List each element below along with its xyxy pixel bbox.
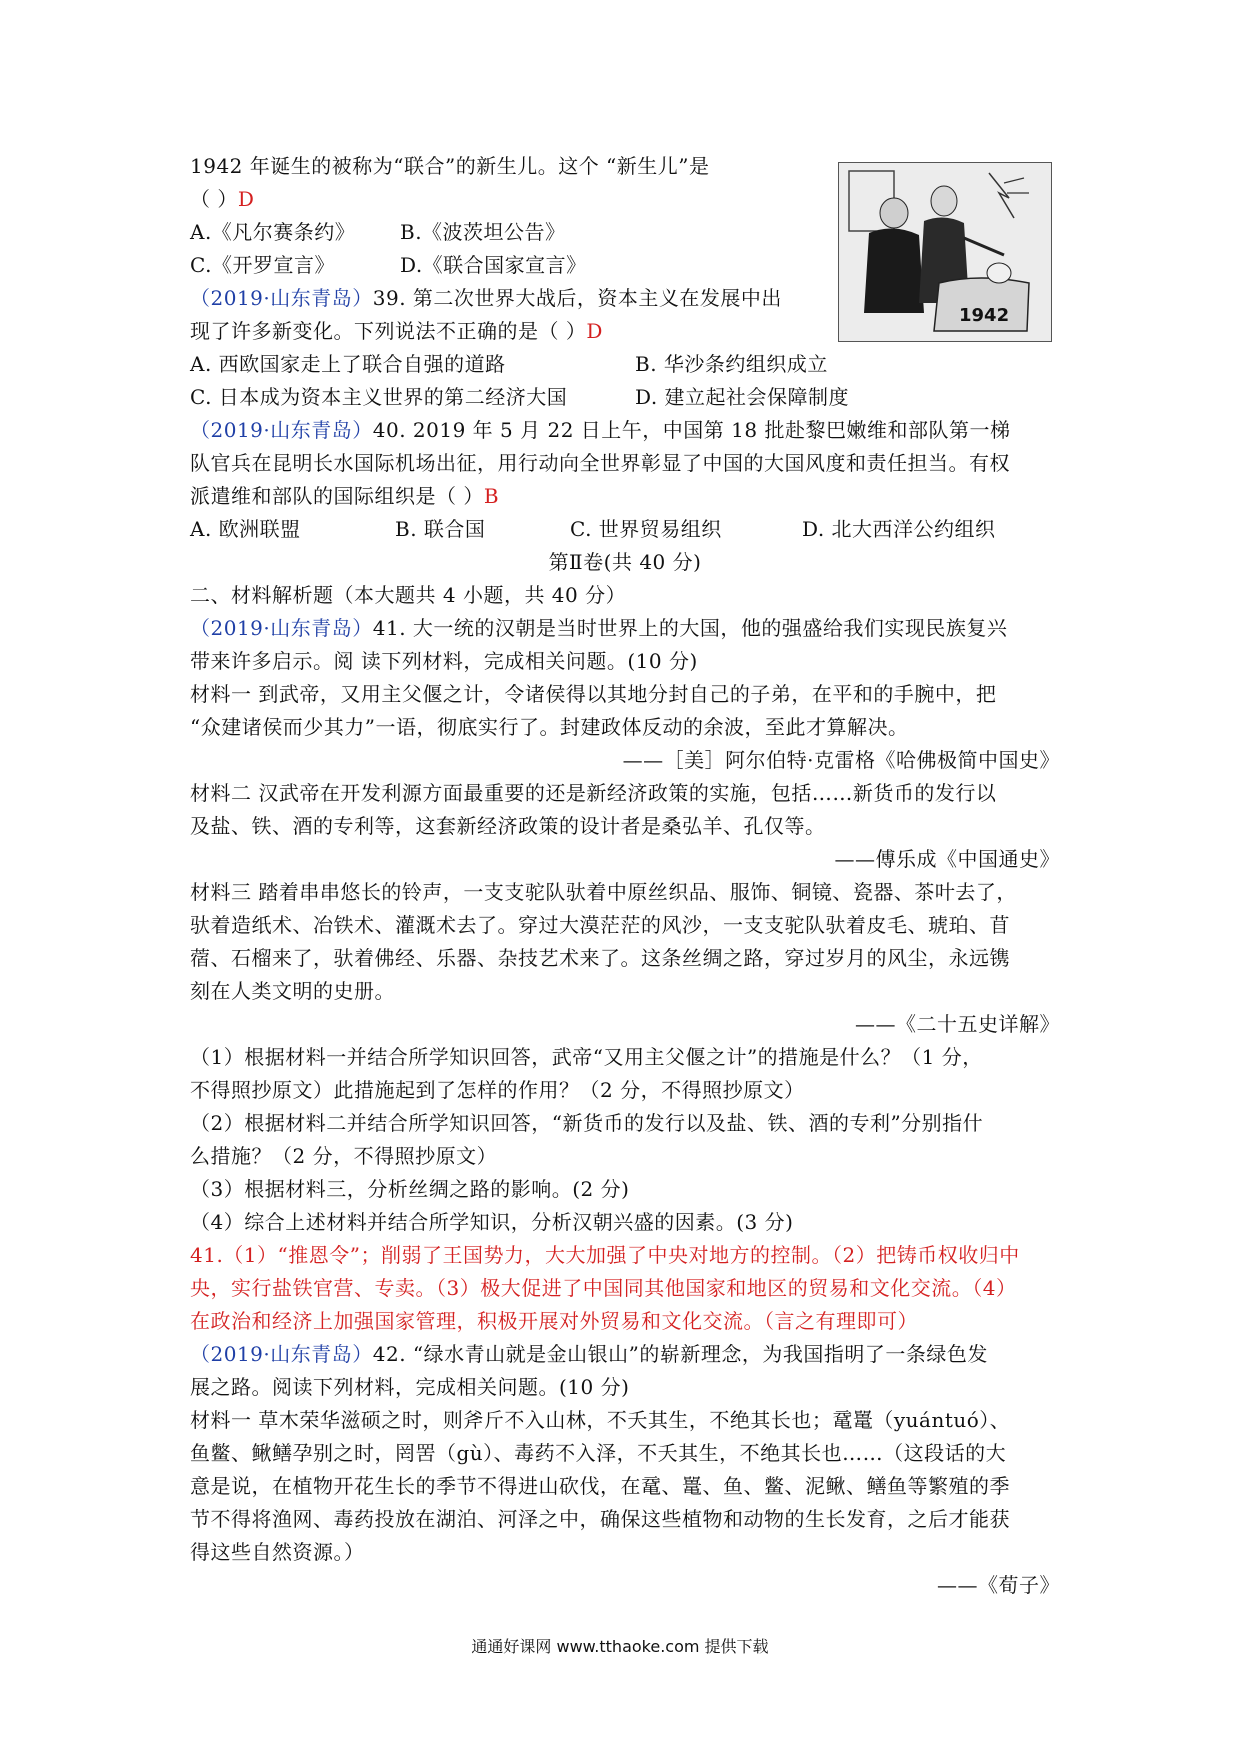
q41-material-2-line-2: 及盐、铁、酒的专利等，这套新经济政策的设计者是桑弘羊、孔仅等。 [190, 814, 826, 838]
cartoon-year-label: 1942 [959, 305, 1010, 326]
q40-option-a: A. 欧洲联盟 [190, 517, 301, 541]
q42-material-1-line-3: 意是说，在植物开花生长的季节不得进山砍伐，在鼋、鼍、鱼、鳖、泥鳅、鳝鱼等繁殖的季 [190, 1474, 1010, 1498]
q39-option-c: C. 日本成为资本主义世界的第二经济大国 [190, 385, 568, 409]
q39-stem-line-2: 现了许多新变化。下列说法不正确的是（ ）D [190, 319, 603, 343]
q42-stem-line-1: （2019·山东青岛）42. “绿水青山就是金山银山”的崭新理念，为我国指明了一条绿色发 [190, 1342, 988, 1366]
q41-stem-line-1: （2019·山东青岛）41. 大一统的汉朝是当时世界上的大国，他的强盛给我们实现民族复兴 [190, 616, 1008, 640]
q41-material-1-line-2: “众建诸侯而少其力”一语，彻底实行了。封建政体反动的余波，至此才算解决。 [190, 715, 909, 739]
q40-stem-line-1: （2019·山东青岛）40. 2019 年 5 月 22 日上午，中国第 18 批赴黎巴嫩维和部队第一梯 [190, 418, 1011, 442]
q41-material-1-line-1: 材料一 到武帝，又用主父偃之计，令诸侯得以其地分封自己的子弟，在平和的手腕中，把 [190, 682, 997, 706]
q41-question-4: （4）综合上述材料并结合所学知识，分析汉朝兴盛的因素。(3 分) [190, 1210, 794, 1234]
q41-material-3-line-2: 驮着造纸术、冶铁术、灌溉术去了。穿过大漠茫茫的风沙，一支支驼队驮着皮毛、琥珀、苜 [190, 913, 1010, 937]
section-heading: 二、材料解析题（本大题共 4 小题，共 40 分） [190, 583, 627, 607]
q41-answer-line-3: 在政治和经济上加强国家管理，积极开展对外贸易和文化交流。（言之有理即可） [190, 1309, 918, 1333]
q41-question-3: （3）根据材料三，分析丝绸之路的影响。(2 分) [190, 1177, 630, 1201]
q38-paren-line: （ ）D [190, 187, 255, 211]
q41-material-3-source: ——《二十五史详解》 [855, 1012, 1060, 1036]
q42-material-1-line-4: 节不得将渔网、毒药投放在湖泊、河泽之中，确保这些植物和动物的生长发育，之后才能获 [190, 1507, 1010, 1531]
q41-material-2-line-1: 材料二 汉武帝在开发利源方面最重要的还是新经济政策的实施，包括……新货币的发行以 [190, 781, 997, 805]
q39-source: （2019·山东青岛） [190, 286, 373, 310]
q41-question-1-line-1: （1）根据材料一并结合所学知识回答，武帝“又用主父偃之计”的措施是什么？（1 分， [190, 1045, 983, 1069]
q42-material-1-source: ——《荀子》 [937, 1573, 1060, 1597]
q41-material-1-source: ——［美］阿尔伯特·克雷格《哈佛极简中国史》 [622, 748, 1060, 772]
section-title: 第Ⅱ卷(共 40 分) [548, 550, 702, 574]
q42-source: （2019·山东青岛） [190, 1342, 373, 1366]
q38-option-b: B.《波茨坦公告》 [400, 220, 566, 244]
q38-stem: 1942 年诞生的被称为“联合”的新生儿。这个 “新生儿”是 [190, 154, 710, 178]
q42-material-1-line-2: 鱼鳖、鳅鳝孕别之时，罔罟（gù）、毒药不入泽，不夭其生，不绝其长也……（这段话的大 [190, 1441, 1007, 1465]
q39-options-row-1 [190, 348, 1060, 381]
q38-option-d: D.《联合国家宣言》 [400, 253, 587, 277]
q40-option-b: B. 联合国 [395, 517, 486, 541]
q42-material-1-line-5: 得这些自然资源。） [190, 1540, 365, 1564]
q40-option-c: C. 世界贸易组织 [570, 517, 722, 541]
q38-option-c: C.《开罗宣言》 [190, 253, 335, 277]
q41-answer-line-2: 央，实行盐铁官营、专卖。（3）极大促进了中国同其他国家和地区的贸易和文化交流。（4） [190, 1276, 1017, 1300]
q40-options-row [190, 513, 1060, 546]
q42-stem-line-2: 展之路。阅读下列材料，完成相关问题。(10 分) [190, 1375, 630, 1399]
q40-stem-line-3: 派遣维和部队的国际组织是（ ）B [190, 484, 500, 508]
page-footer: 通通好课网 www.tthaoke.com 提供下载 [471, 1637, 769, 1656]
q41-question-2-line-2: 么措施？（2 分，不得照抄原文） [190, 1144, 498, 1168]
document-page [190, 150, 1060, 1602]
q42-material-1-line-1: 材料一 草木荣华滋硕之时，则斧斤不入山林，不夭其生，不绝其长也；鼋鼍（yuántuó）、 [190, 1408, 1011, 1432]
q39-stem-line-1: （2019·山东青岛）39. 第二次世界大战后，资本主义在发展中出 [190, 286, 782, 310]
q41-question-2-line-1: （2）根据材料二并结合所学知识回答，“新货币的发行以及盐、铁、酒的专利”分别指什 [190, 1111, 984, 1135]
q39-options-row-2 [190, 381, 1060, 414]
q41-material-3-line-3: 蓿、石榴来了，驮着佛经、乐器、杂技艺术来了。这条丝绸之路，穿过岁月的风尘，永远镌 [190, 946, 1010, 970]
q41-material-3-line-4: 刻在人类文明的史册。 [190, 979, 395, 1003]
q40-answer: B [483, 484, 500, 508]
q41-source: （2019·山东青岛） [190, 616, 373, 640]
q40-option-d: D. 北大西洋公约组织 [802, 517, 996, 541]
q39-option-d: D. 建立起社会保障制度 [635, 385, 850, 409]
q39-answer: D [586, 319, 603, 343]
q39-option-b: B. 华沙条约组织成立 [635, 352, 828, 376]
q38-options-row-2 [190, 249, 830, 282]
q41-answer-line-1: 41.（1）“推恩令”；削弱了王国势力，大大加强了中央对地方的控制。（2）把铸币权收归中 [190, 1243, 1020, 1267]
q41-material-2-source: ——傅乐成《中国通史》 [834, 847, 1060, 871]
q40-source: （2019·山东青岛） [190, 418, 373, 442]
q41-question-1-line-2: 不得照抄原文）此措施起到了怎样的作用？（2 分，不得照抄原文） [190, 1078, 805, 1102]
q38-options-row-1 [190, 216, 830, 249]
q41-stem-line-2: 带来许多启示。阅 读下列材料，完成相关问题。(10 分) [190, 649, 698, 673]
q38-option-a: A.《凡尔赛条约》 [190, 220, 356, 244]
q40-stem-line-2: 队官兵在昆明长水国际机场出征，用行动向全世界彰显了中国的大国风度和责任担当。有权 [190, 451, 1010, 475]
q38-answer: D [237, 187, 255, 211]
q41-material-3-line-1: 材料三 踏着串串悠长的铃声，一支支驼队驮着中原丝织品、服饰、铜镜、瓷器、茶叶去了， [190, 880, 1017, 904]
q39-option-a: A. 西欧国家走上了联合自强的道路 [190, 352, 506, 376]
